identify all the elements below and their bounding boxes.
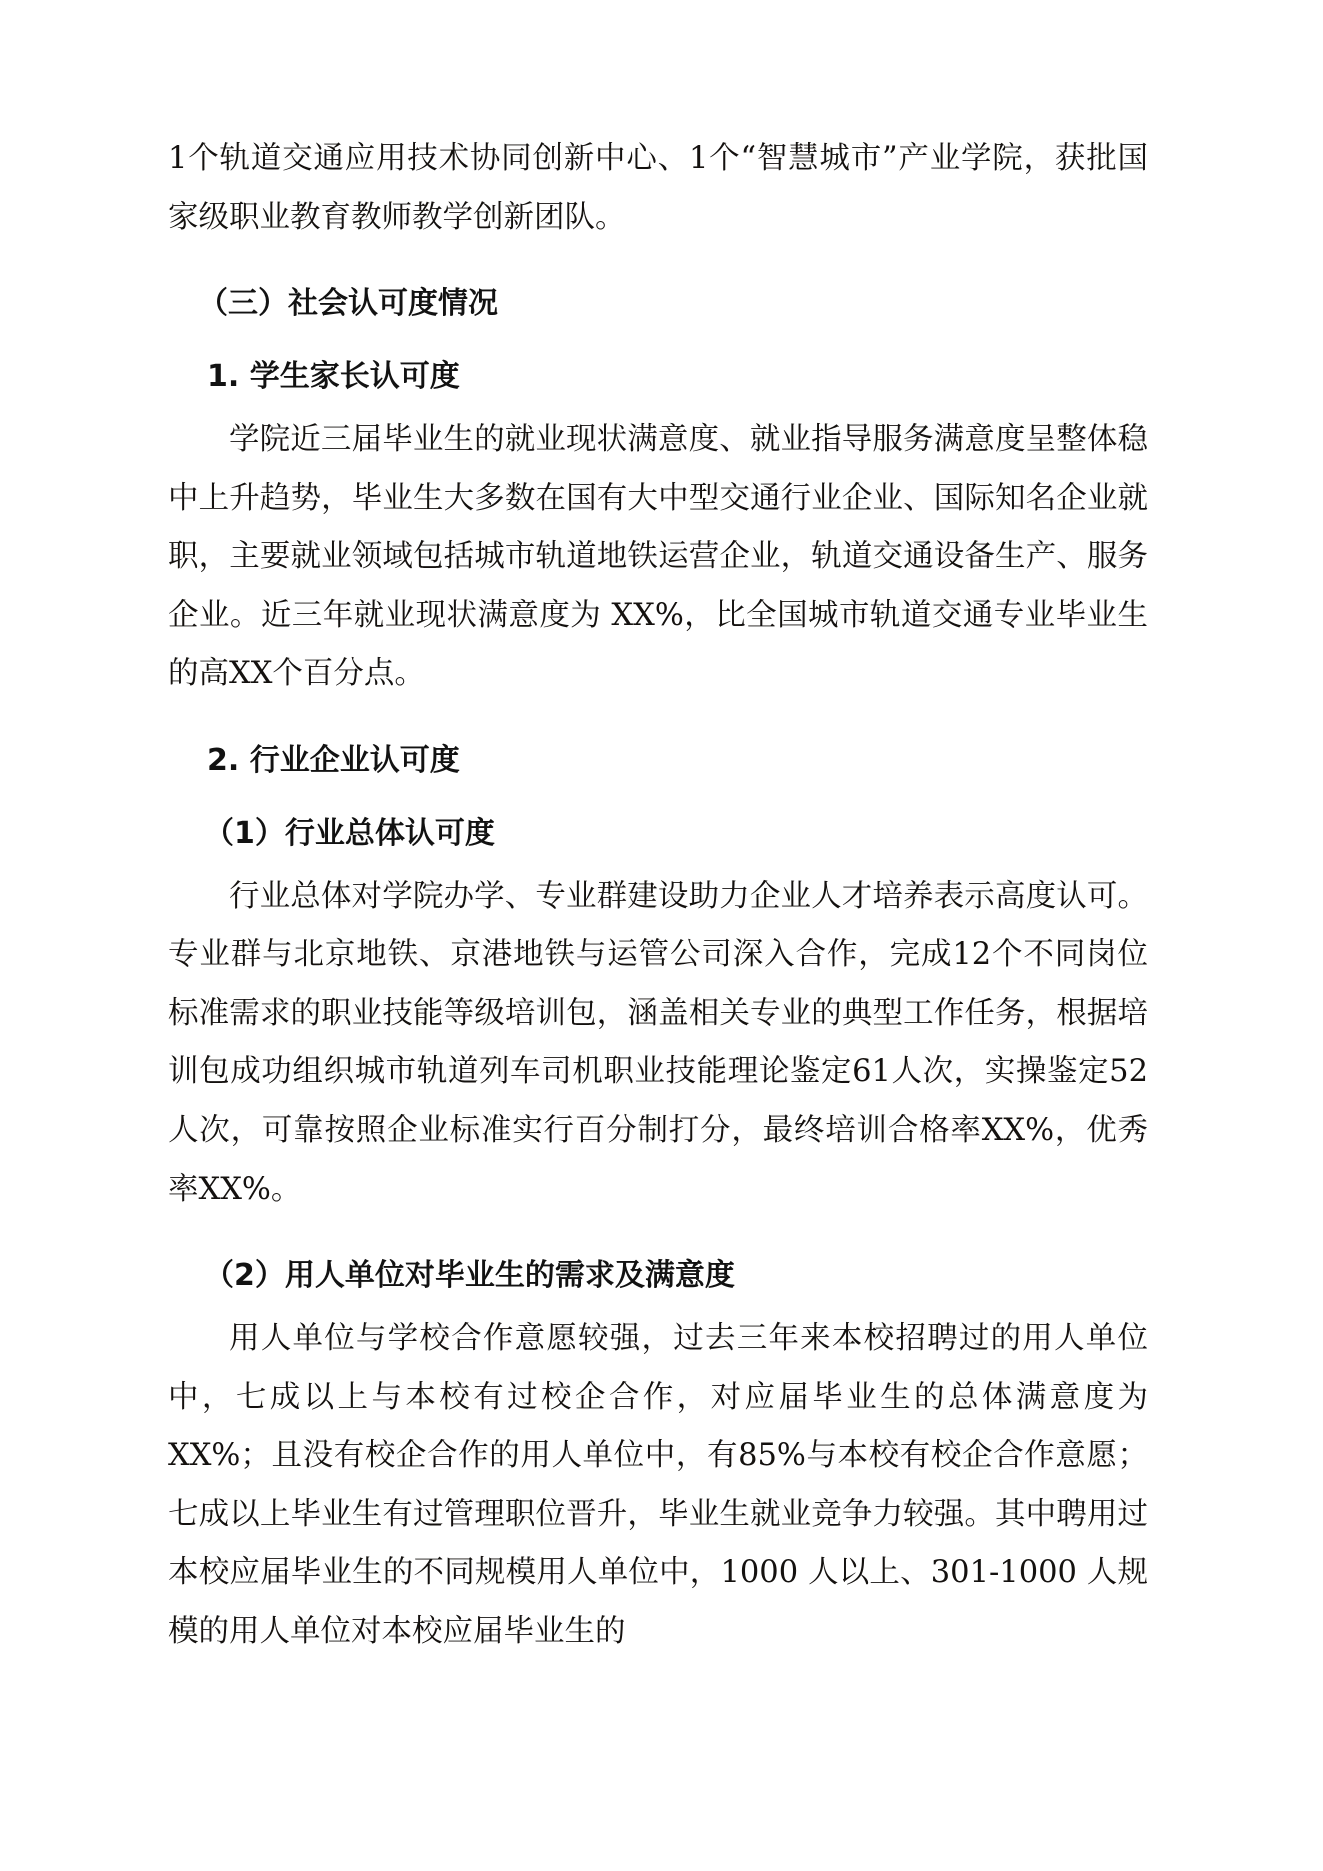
- paragraph-industry-overall-recognition: 行业总体对学院办学、专业群建设助力企业人才培养表示高度认可。专业群与北京地铁、京港地铁与运管公司深入合作，完成12个不同岗位标准需求的职业技能等级培训包，涵盖相关专业的典型工作任务，根据培训包成功组织城市轨道列车司机职业技能理论鉴定61人次，实操鉴定52人次，可靠按照企业标准实行百分制打分，最终培训合格率XX%，优秀率XX%。: [168, 878, 1148, 1207]
- heading-industry-enterprise-recognition: 2. 行业企业认可度: [207, 742, 460, 778]
- heading-student-parent-recognition: 1. 学生家长认可度: [207, 359, 460, 395]
- heading-industry-overall-recognition: （1）行业总体认可度: [204, 815, 495, 851]
- heading-employer-demand-satisfaction: （2）用人单位对毕业生的需求及满意度: [204, 1258, 735, 1294]
- document-body: [168, 130, 1148, 1661]
- paragraph-opening: 1个轨道交通应用技术协同创新中心、1个“智慧城市”产业学院，获批国家级职业教育教师教学创新团队。: [168, 141, 1148, 235]
- spacer: [168, 249, 1148, 259]
- heading-social-recognition: （三）社会认可度情况: [198, 286, 498, 322]
- paragraph-employer-demand-satisfaction: 用人单位与学校合作意愿较强，过去三年来本校招聘过的用人单位中，七成以上与本校有过校企合作，对应届毕业生的总体满意度为 XX%；且没有校企合作的用人单位中，有85%与本校有校企合作意愿；七成以上毕业生有过管理职位晋升，毕业生就业竞争力较强。其中聘用过本校应届毕业生的不同规模用人单位中，1000 人以上、301-1000 人规模的用人单位对本校应届毕业生的: [168, 1321, 1148, 1649]
- spacer: [168, 1221, 1148, 1231]
- paragraph-student-parent-recognition: 学院近三届毕业生的就业现状满意度、就业指导服务满意度呈整体稳中上升趋势，毕业生大多数在国有大中型交通行业企业、国际知名企业就职，主要就业领域包括城市轨道地铁运营企业，轨道交通设备生产、服务企业。近三年就业现状满意度为 XX%，比全国城市轨道交通专业毕业生的高XX个百分点。: [168, 422, 1148, 692]
- spacer: [168, 706, 1148, 716]
